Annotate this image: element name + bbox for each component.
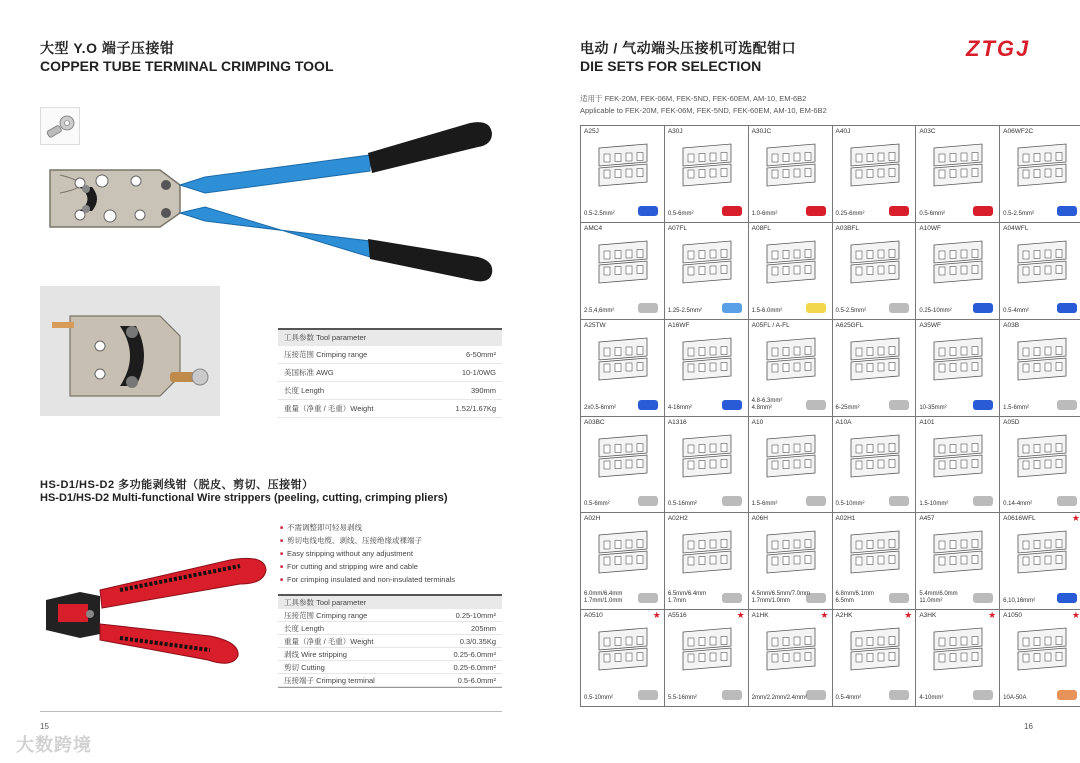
- die-code: A30JC: [751, 128, 772, 135]
- right-page: [540, 0, 1080, 763]
- param-row: 剪切 Cutting 0.25-6.0mm²: [278, 661, 502, 674]
- die-crimping-range: 0.5-6mm²: [584, 501, 610, 508]
- die-drawing-icon: [1014, 431, 1070, 481]
- terminal-icon: [806, 690, 826, 700]
- wire-stripper-image: [40, 540, 270, 670]
- terminal-icon: [722, 593, 742, 603]
- crimping-tool-title-cn: 大型 Y.O 端子压接钳: [40, 40, 175, 56]
- die-code: A25J: [584, 128, 599, 135]
- die-drawing-icon: [679, 527, 735, 577]
- die-drawing-icon: [1014, 140, 1070, 190]
- die-code: A06WF2C: [1003, 128, 1034, 135]
- die-set-cell: [1000, 320, 1080, 417]
- crimping-tool-image: [40, 115, 500, 285]
- die-drawing-icon: [595, 140, 651, 190]
- die-code: A1HK: [751, 612, 769, 620]
- watermark: 大数跨境: [16, 735, 92, 755]
- terminal-icon: [1057, 593, 1077, 603]
- die-drawing-icon: [1014, 527, 1070, 577]
- die-crimping-range: 0.25-6mm²: [835, 210, 865, 217]
- die-crimping-range: 0.5-16mm²: [667, 501, 697, 508]
- die-crimping-range: 0.5-4mm²: [835, 695, 862, 701]
- die-drawing-icon: [679, 624, 735, 674]
- die-code: A3HK: [919, 612, 937, 620]
- die-crimping-range: 0.5-6mm²: [667, 210, 694, 217]
- die-crimping-range: 0.5-10mm²: [584, 695, 614, 701]
- die-set-cell: [916, 223, 1000, 320]
- param-row: 重量（净重 / 毛重）Weight 0.3/0.35Kg: [278, 635, 502, 648]
- terminal-icon: [638, 303, 658, 313]
- die-set-cell: [665, 417, 749, 514]
- stripper-features-list: [280, 521, 455, 586]
- die-sets-grid: [580, 125, 1080, 707]
- die-set-cell: [916, 417, 1000, 514]
- die-set-cell: [833, 417, 917, 514]
- die-code: A10: [751, 418, 764, 426]
- die-drawing-icon: [930, 431, 986, 481]
- die-drawing-icon: [930, 624, 986, 674]
- die-set-cell: [581, 513, 665, 610]
- die-crimping-range: 4-16mm²: [667, 404, 692, 411]
- die-set-cell: [749, 513, 833, 610]
- terminal-icon: [722, 400, 742, 410]
- die-set-cell: [581, 126, 665, 223]
- page-number-left: 15: [40, 722, 49, 731]
- param-row: 压接范围 Crimping range 0.25-10mm²: [278, 609, 502, 622]
- terminal-icon: [722, 496, 742, 506]
- feature-item: ■ For cutting and stripping wire and cable: [280, 560, 455, 573]
- die-code: A03C: [919, 128, 936, 135]
- die-crimping-range: 5.5-16mm²: [667, 695, 697, 701]
- die-set-cell: [581, 610, 665, 707]
- die-crimping-range: 1.25-2.5mm²: [667, 307, 702, 314]
- terminal-icon: [973, 496, 993, 506]
- die-code: A04WFL: [1003, 224, 1029, 232]
- new-star-icon: ★: [988, 610, 997, 621]
- die-drawing-icon: [1014, 334, 1070, 384]
- die-drawing-icon: [595, 527, 651, 577]
- die-crimping-range: 6.0mm/6.4mm 1.7mm/1.0mm: [584, 591, 623, 605]
- crimping-die-closeup-image: [40, 286, 220, 416]
- die-drawing-icon: [1014, 237, 1070, 287]
- die-code: AMC4: [584, 224, 603, 232]
- stripper-param-table: [278, 594, 502, 688]
- die-code: A02H2: [667, 515, 688, 523]
- die-drawing-icon: [847, 527, 903, 577]
- die-set-cell: [833, 223, 917, 320]
- die-crimping-range: 1.0-6mm²: [751, 210, 778, 217]
- page-number-right: 16: [1024, 722, 1033, 731]
- die-code: A5516: [667, 612, 687, 620]
- die-code: A35WF: [919, 321, 941, 329]
- die-code: A02H1: [835, 515, 856, 523]
- param-row: 长度 Length 205mm: [278, 622, 502, 635]
- die-code: A10WF: [919, 224, 941, 232]
- die-drawing-icon: [679, 140, 735, 190]
- terminal-icon: [973, 206, 993, 216]
- die-drawing-icon: [763, 140, 819, 190]
- die-crimping-range: 10A-50A: [1003, 695, 1027, 701]
- die-crimping-range: 6-25mm²: [835, 404, 860, 411]
- die-crimping-range: 1.5-6mm²: [1003, 404, 1029, 411]
- die-set-cell: [665, 513, 749, 610]
- die-set-cell: [1000, 223, 1080, 320]
- die-set-cell: [1000, 513, 1080, 610]
- new-star-icon: ★: [1071, 513, 1080, 524]
- terminal-icon: [889, 206, 909, 216]
- die-drawing-icon: [763, 624, 819, 674]
- die-drawing-icon: [763, 334, 819, 384]
- terminal-icon: [889, 496, 909, 506]
- die-set-cell: [1000, 610, 1080, 707]
- terminal-icon: [973, 303, 993, 313]
- die-code: A1050: [1003, 612, 1022, 620]
- applicable-models-cn: 适用于 FEK-20M, FEK-06M, FEK-5ND, FEK-60EM, AM-10, EM-6B2: [580, 94, 807, 103]
- die-code: A0510: [584, 612, 603, 620]
- die-code: A03BFL: [835, 224, 859, 232]
- param-row: 美国标准 AWG 10-1/0WG: [278, 364, 502, 382]
- die-set-cell: [749, 126, 833, 223]
- die-crimping-range: 5.4mm/6.0mm 11.0mm²: [919, 591, 958, 605]
- crimping-tool-param-table: [278, 328, 502, 418]
- die-crimping-range: 0.5-2.5mm²: [584, 210, 615, 217]
- die-set-cell: [833, 513, 917, 610]
- terminal-icon: [722, 206, 742, 216]
- new-star-icon: ★: [652, 610, 661, 621]
- die-set-cell: [1000, 417, 1080, 514]
- terminal-icon: [973, 400, 993, 410]
- die-crimping-range: 6.5mm/6.4mm 1.7mm: [667, 591, 707, 605]
- die-code: A1316: [667, 418, 687, 426]
- die-drawing-icon: [763, 431, 819, 481]
- terminal-icon: [1057, 206, 1077, 216]
- die-crimping-range: 2.5,4,6mm²: [584, 307, 615, 314]
- die-set-cell: [749, 417, 833, 514]
- die-code: A10A: [835, 418, 852, 426]
- die-crimping-range: 0.14-4mm²: [1003, 501, 1033, 508]
- die-crimping-range: 4.5mm/6.5mm/7.0mm 1.7mm/1.0mm: [751, 591, 811, 605]
- die-code: A40J: [835, 128, 851, 135]
- terminal-icon: [806, 496, 826, 506]
- die-drawing-icon: [595, 237, 651, 287]
- terminal-icon: [1057, 303, 1077, 313]
- die-code: A25TW: [584, 321, 606, 329]
- param-table-header: 工具参数 Tool parameter: [278, 330, 502, 346]
- die-set-cell: [581, 417, 665, 514]
- die-code: A05D: [1003, 418, 1020, 426]
- die-code: A2HK: [835, 612, 853, 620]
- die-set-cell: [1000, 126, 1080, 223]
- die-code: A07FL: [667, 224, 687, 232]
- die-crimping-range: 2x0.5-6mm²: [584, 404, 617, 411]
- terminal-icon: [889, 400, 909, 410]
- terminal-icon: [1057, 690, 1077, 700]
- die-set-cell: [749, 610, 833, 707]
- terminal-icon: [638, 593, 658, 603]
- terminal-icon: [806, 400, 826, 410]
- die-set-cell: [833, 610, 917, 707]
- new-star-icon: ★: [1071, 610, 1080, 621]
- die-code: A02H: [584, 515, 601, 523]
- die-set-cell: [749, 223, 833, 320]
- terminal-icon: [889, 690, 909, 700]
- die-drawing-icon: [595, 624, 651, 674]
- die-set-cell: [916, 610, 1000, 707]
- die-drawing-icon: [930, 334, 986, 384]
- die-code: A03BC: [584, 418, 605, 426]
- die-drawing-icon: [679, 334, 735, 384]
- die-drawing-icon: [930, 140, 986, 190]
- die-crimping-range: 1.5-10mm²: [919, 501, 949, 508]
- die-code: A05FL / A-FL: [751, 321, 790, 329]
- die-crimping-range: 10-35mm²: [919, 404, 947, 411]
- terminal-icon: [806, 303, 826, 313]
- die-drawing-icon: [847, 140, 903, 190]
- die-set-cell: [749, 320, 833, 417]
- terminal-icon: [889, 303, 909, 313]
- param-row: 长度 Length 390mm: [278, 382, 502, 400]
- new-star-icon: ★: [904, 610, 913, 621]
- die-drawing-icon: [679, 237, 735, 287]
- die-set-cell: [665, 610, 749, 707]
- terminal-icon: [973, 593, 993, 603]
- terminal-icon: [722, 303, 742, 313]
- die-sets-title-cn: 电动 / 气动端头压接机可选配钳口: [580, 40, 797, 56]
- die-drawing-icon: [1014, 624, 1070, 674]
- die-code: A457: [919, 515, 935, 523]
- terminal-icon: [1057, 496, 1077, 506]
- die-code: A03B: [1003, 321, 1020, 329]
- die-set-cell: [916, 126, 1000, 223]
- param-row: 压接范围 Crimping range 6-50mm²: [278, 346, 502, 364]
- die-crimping-range: 4.8-6.3mm² 4.8mm²: [751, 397, 783, 411]
- die-set-cell: [665, 320, 749, 417]
- die-drawing-icon: [930, 527, 986, 577]
- die-crimping-range: 6.8mm/6.1mm 6.5mm: [835, 591, 874, 605]
- die-drawing-icon: [847, 237, 903, 287]
- terminal-icon: [889, 593, 909, 603]
- brand-logo: ZTGJ: [966, 36, 1031, 61]
- die-set-cell: [916, 320, 1000, 417]
- die-drawing-icon: [763, 237, 819, 287]
- die-set-cell: [581, 320, 665, 417]
- crimping-tool-title-en: COPPER TUBE TERMINAL CRIMPING TOOL: [40, 58, 334, 74]
- die-set-cell: [833, 320, 917, 417]
- die-crimping-range: 0.25-10mm²: [919, 307, 952, 314]
- param-row: 重量（净重 / 毛重）Weight 1.52/1.67Kg: [278, 400, 502, 418]
- param-row: 压接端子 Crimping terminal 0.5-6.0mm²: [278, 674, 502, 687]
- die-crimping-range: 1.5-6mm²: [751, 501, 778, 508]
- die-drawing-icon: [847, 334, 903, 384]
- param-row: 剥线 Wire stripping 0.25-6.0mm²: [278, 648, 502, 661]
- stripper-title-en: HS-D1/HS-D2 Multi-functional Wire strippers (peeling, cutting, crimping pliers): [40, 492, 448, 504]
- die-crimping-range: 0.5-2.5mm²: [835, 307, 867, 314]
- die-code: A101: [919, 418, 935, 426]
- die-crimping-range: 0.5-4mm²: [1003, 307, 1029, 314]
- die-drawing-icon: [595, 334, 651, 384]
- die-drawing-icon: [847, 624, 903, 674]
- terminal-icon: [638, 206, 658, 216]
- die-drawing-icon: [763, 527, 819, 577]
- die-code: A625GFL: [835, 321, 864, 329]
- terminal-icon: [638, 400, 658, 410]
- die-sets-title-en: DIE SETS FOR SELECTION: [580, 58, 762, 74]
- applicable-models-en: Applicable to FEK-20M, FEK-06M, FEK-5ND, FEK-60EM, AM-10, EM-6B2: [580, 106, 827, 115]
- die-drawing-icon: [595, 431, 651, 481]
- new-star-icon: ★: [820, 610, 829, 621]
- feature-item: ■ 不需调整即可轻易剥线: [280, 521, 455, 534]
- stripper-title-cn: HS-D1/HS-D2 多功能剥线钳（脱皮、剪切、压接钳）: [40, 479, 314, 491]
- die-crimping-range: 0.5-6mm²: [919, 210, 945, 217]
- feature-item: ■ Easy stripping without any adjustment: [280, 547, 455, 560]
- die-set-cell: [833, 126, 917, 223]
- die-drawing-icon: [679, 431, 735, 481]
- die-code: A0616WFL: [1003, 515, 1036, 523]
- die-crimping-range: 6,10,16mm²: [1003, 598, 1036, 605]
- terminal-icon: [722, 690, 742, 700]
- die-set-cell: [665, 126, 749, 223]
- die-crimping-range: 1.5-6.0mm²: [751, 307, 783, 314]
- die-crimping-range: 4-10mm²: [919, 695, 944, 701]
- die-code: A08FL: [751, 224, 771, 232]
- die-code: A30J: [667, 128, 683, 135]
- die-code: A06H: [751, 515, 768, 523]
- die-drawing-icon: [930, 237, 986, 287]
- terminal-icon: [638, 496, 658, 506]
- die-code: A16WF: [667, 321, 690, 329]
- feature-item: ■ 剪切电线电缆、剥线、压接绝缘或裸端子: [280, 534, 455, 547]
- param-table-header: 工具参数 Tool parameter: [278, 596, 502, 609]
- terminal-icon: [1057, 400, 1077, 410]
- die-set-cell: [916, 513, 1000, 610]
- die-drawing-icon: [847, 431, 903, 481]
- terminal-icon: [973, 690, 993, 700]
- die-set-cell: [581, 223, 665, 320]
- die-crimping-range: 2mm/2.2mm/2.4mm²: [751, 695, 807, 701]
- footer-divider: [40, 711, 502, 712]
- new-star-icon: ★: [736, 610, 745, 621]
- die-crimping-range: 0.5-2.5mm²: [1003, 210, 1034, 217]
- feature-item: ■ For crimping insulated and non-insulated terminals: [280, 573, 455, 586]
- die-crimping-range: 0.5-10mm²: [835, 501, 865, 508]
- terminal-icon: [806, 206, 826, 216]
- die-set-cell: [665, 223, 749, 320]
- terminal-icon: [638, 690, 658, 700]
